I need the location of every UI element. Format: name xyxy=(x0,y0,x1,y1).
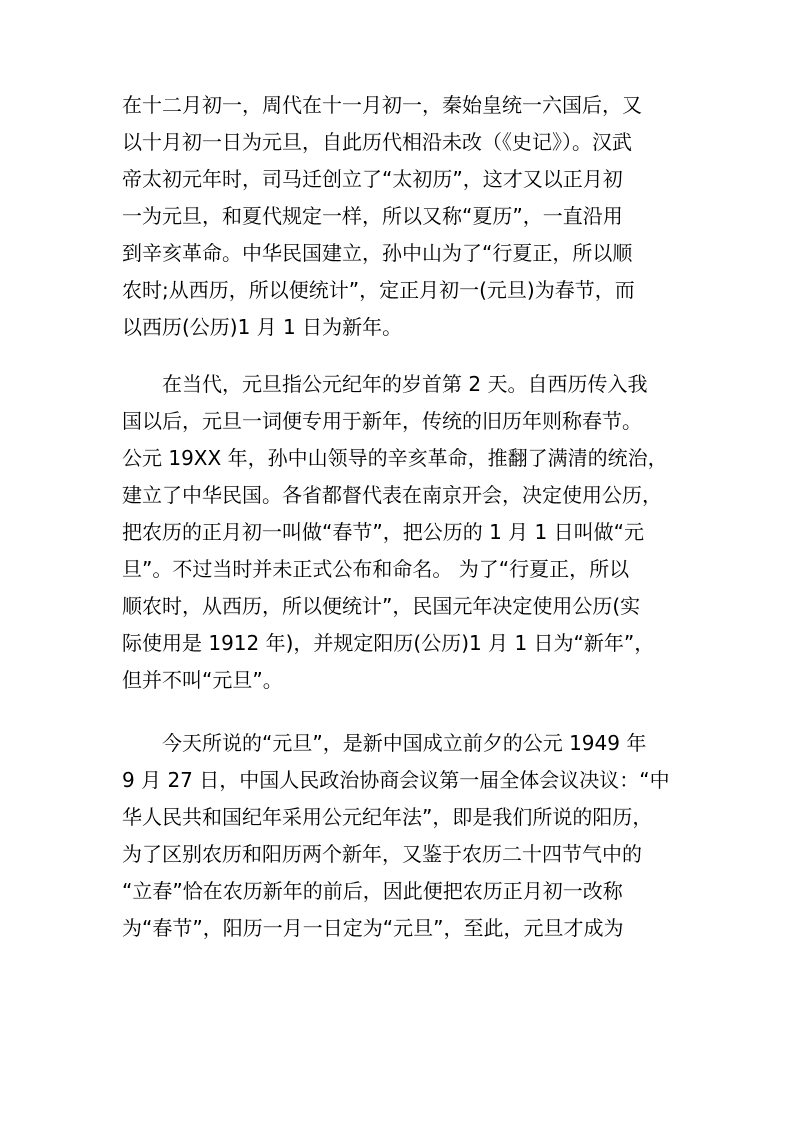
text-line: 为了区别农历和阳历两个新年，又鉴于农历二十四节气中的 xyxy=(122,842,642,866)
text-line: 公元 19XX 年，孙中山领导的辛亥革命，推翻了满清的统治， xyxy=(122,446,668,470)
paragraph-first-line: 今天所说的“元旦”，是新中国成立前夕的公元 1949 年 xyxy=(162,731,647,755)
text-line: 但并不叫“元旦”。 xyxy=(122,668,283,692)
text-line: 以西历(公历)1 月 1 日为新年。 xyxy=(122,315,403,339)
text-line: 华人民共和国纪年采用公元纪年法”，即是我们所说的阳历， xyxy=(122,805,653,829)
text-line: 帝太初元年时，司马迁创立了“太初历”，这才又以正月初 xyxy=(122,167,623,191)
paragraph-first-line: 在当代，元旦指公元纪年的岁首第 2 天。自西历传入我 xyxy=(162,372,648,396)
text-line: “立春”恰在农历新年的前后，因此便把农历正月初一改称 xyxy=(122,879,623,903)
text-line: 旦”。不过当时并未正式公布和命名。 为了“行夏正，所以 xyxy=(122,557,630,581)
text-line: 建立了中华民国。各省都督代表在南京开会，决定使用公历， xyxy=(122,483,662,507)
text-line: 为“春节”，阳历一月一日定为“元旦”，至此，元旦才成为 xyxy=(122,916,624,940)
text-line: 以十月初一日为元旦，自此历代相沿未改（《史记》）。汉武 xyxy=(122,130,632,154)
text-line: 在十二月初一，周代在十一月初一，秦始皇统一六国后，又 xyxy=(122,93,642,117)
text-line: 把农历的正月初一叫做“春节”，把公历的 1 月 1 日叫做“元 xyxy=(122,520,644,544)
text-line: 农时;从西历，所以便统计”，定正月初一(元旦)为春节，而 xyxy=(122,278,635,302)
text-line: 国以后，元旦一词便专用于新年，传统的旧历年则称春节。 xyxy=(122,409,642,433)
text-line: 顺农时，从西历，所以便统计”，民国元年决定使用公历(实 xyxy=(122,594,641,618)
text-line: 到辛亥革命。中华民国建立，孙中山为了“行夏正，所以顺 xyxy=(122,241,633,265)
text-line: 9 月 27 日，中国人民政治协商会议第一届全体会议决议：“中 xyxy=(122,768,670,792)
text-line: 一为元旦，和夏代规定一样，所以又称“夏历”，一直沿用 xyxy=(122,204,623,228)
text-line: 际使用是 1912 年)，并规定阳历(公历)1 月 1 日为“新年”， xyxy=(122,631,655,655)
